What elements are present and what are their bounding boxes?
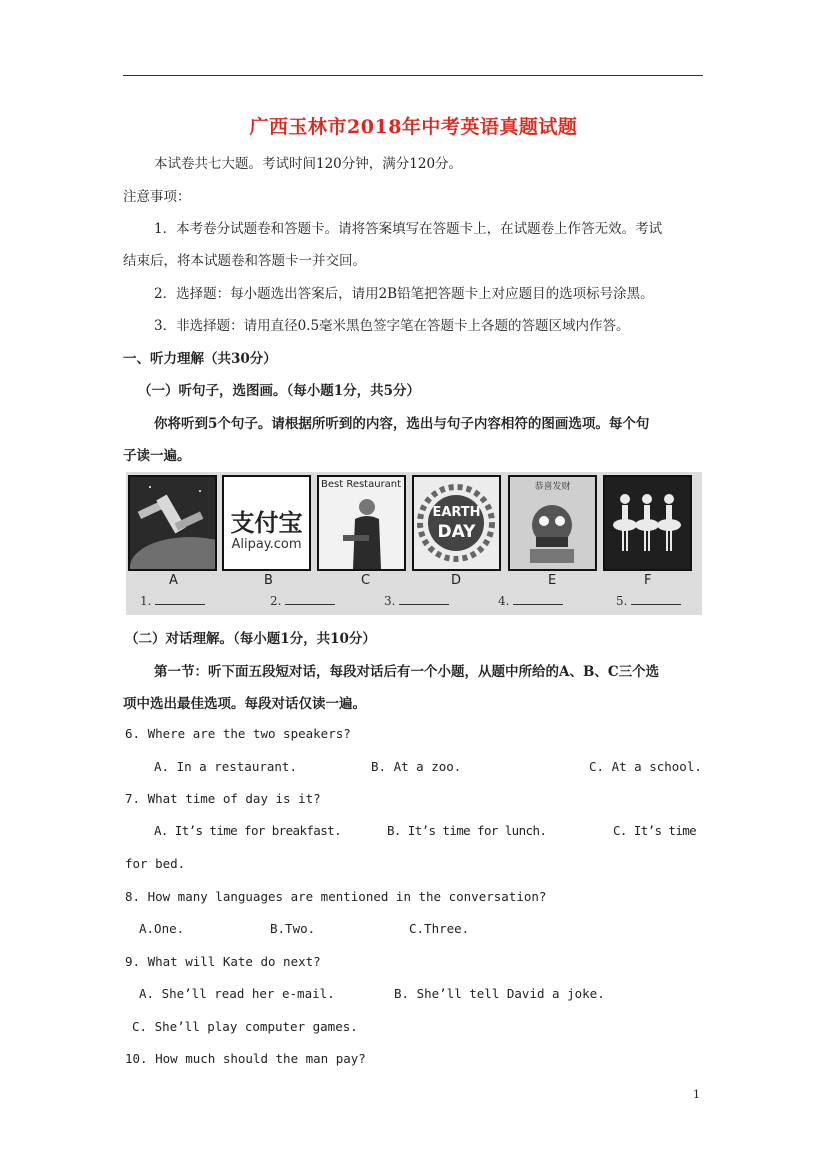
- question-7-option-c-cont: for bed.: [125, 856, 186, 871]
- picture-a-space-station: [128, 475, 217, 571]
- picture-b-alipay: [222, 475, 311, 571]
- picture-letter-a: A: [169, 573, 178, 588]
- notice-heading: 注意事项：: [123, 189, 191, 205]
- part-1-instruction-a: 你将听到5个句子。请根据所听到的内容，选出与句子内容相符的图画选项。每个句: [154, 416, 650, 432]
- question-6-option-c: C. At a school.: [589, 759, 702, 774]
- day-text: DAY: [437, 522, 476, 542]
- question-7: 7. What time of day is it?: [125, 791, 321, 806]
- picture-e-lion-dance: [508, 475, 597, 571]
- notice-item-1b: 结束后，将本试题卷和答题卡一并交回。: [123, 253, 366, 269]
- picture-d-earth-day: [412, 475, 501, 571]
- answer-blank-2: 2.: [270, 594, 335, 608]
- page-number: 1: [693, 1088, 700, 1101]
- part-1-instruction-b: 子读一遍。: [123, 448, 191, 464]
- notice-item-3: 3．非选择题：请用直径0.5毫米黑色签字笔在答题卡上各题的答题区域内作答。: [154, 318, 630, 334]
- part-2-heading: （二）对话理解。（每小题1分，共10分）: [125, 631, 376, 647]
- answer-blank-5: 5.: [616, 594, 681, 608]
- question-7-option-a: A. It’s time for breakfast.: [154, 823, 341, 838]
- part-1-heading: （一）听句子，选图画。（每小题1分，共5分）: [138, 383, 421, 399]
- question-10: 10. How much should the man pay?: [125, 1051, 366, 1066]
- answer-blank-4: 4.: [498, 594, 563, 608]
- question-8-option-b: B.Two.: [270, 921, 316, 936]
- part-2-instruction-b: 项中选出最佳选项。每段对话仅读一遍。: [123, 696, 366, 712]
- picture-letter-c: C: [361, 573, 371, 588]
- question-7-option-b: B. It’s time for lunch.: [387, 823, 547, 838]
- alipay-url-text: Alipay.com: [231, 537, 302, 552]
- picture-letter-b: B: [264, 573, 273, 588]
- section-1-heading: 一、听力理解（共30分）: [123, 351, 277, 367]
- picture-letter-d: D: [451, 573, 462, 588]
- intro-text: 本试卷共七大题。考试时间120分钟，满分120分。: [154, 156, 463, 172]
- question-8-option-a: A.One.: [139, 921, 185, 936]
- answer-blank-3: 3.: [384, 594, 449, 608]
- notice-item-2: 2．选择题：每小题选出答案后，请用2B铅笔把答题卡上对应题目的选项标号涂黑。: [154, 286, 654, 302]
- answer-blank-1: 1.: [140, 594, 205, 608]
- alipay-logo-text: 支付宝: [230, 509, 303, 537]
- question-8: 8. How many languages are mentioned in the conversation?: [125, 889, 547, 904]
- header-rule: [123, 75, 703, 76]
- earth-text: EARTH: [432, 505, 481, 520]
- notice-item-1a: 1．本考卷分试题卷和答题卡。请将答案填写在答题卡上，在试题卷上作答无效。考试: [154, 221, 663, 237]
- picture-letter-f: F: [644, 573, 652, 588]
- part-2-instruction-a: 第一节：听下面五段短对话，每段对话后有一个小题，从题中所给的A、B、C三个选: [154, 664, 660, 680]
- restaurant-sign-text: Best Restaurant: [321, 479, 402, 490]
- picture-letter-e: E: [548, 573, 557, 588]
- picture-c-restaurant: [317, 475, 406, 571]
- question-9-option-c: C. She’ll play computer games.: [132, 1019, 358, 1034]
- picture-f-ballet: [603, 475, 692, 571]
- question-6-option-b: B. At a zoo.: [371, 759, 462, 774]
- question-6-option-a: A. In a restaurant.: [154, 759, 297, 774]
- question-9: 9. What will Kate do next?: [125, 954, 321, 969]
- question-9-option-b: B. She’ll tell David a joke.: [394, 986, 605, 1001]
- spring-festival-text: 恭喜发财: [534, 482, 571, 492]
- page-title: 广西玉林市2018年中考英语真题试题: [249, 116, 578, 138]
- picture-strip: [126, 472, 702, 615]
- question-6: 6. Where are the two speakers?: [125, 726, 351, 741]
- question-9-option-a: A. She’ll read her e-mail.: [139, 986, 335, 1001]
- question-7-option-c: C. It’s time: [613, 823, 697, 838]
- question-8-option-c: C.Three.: [409, 921, 470, 936]
